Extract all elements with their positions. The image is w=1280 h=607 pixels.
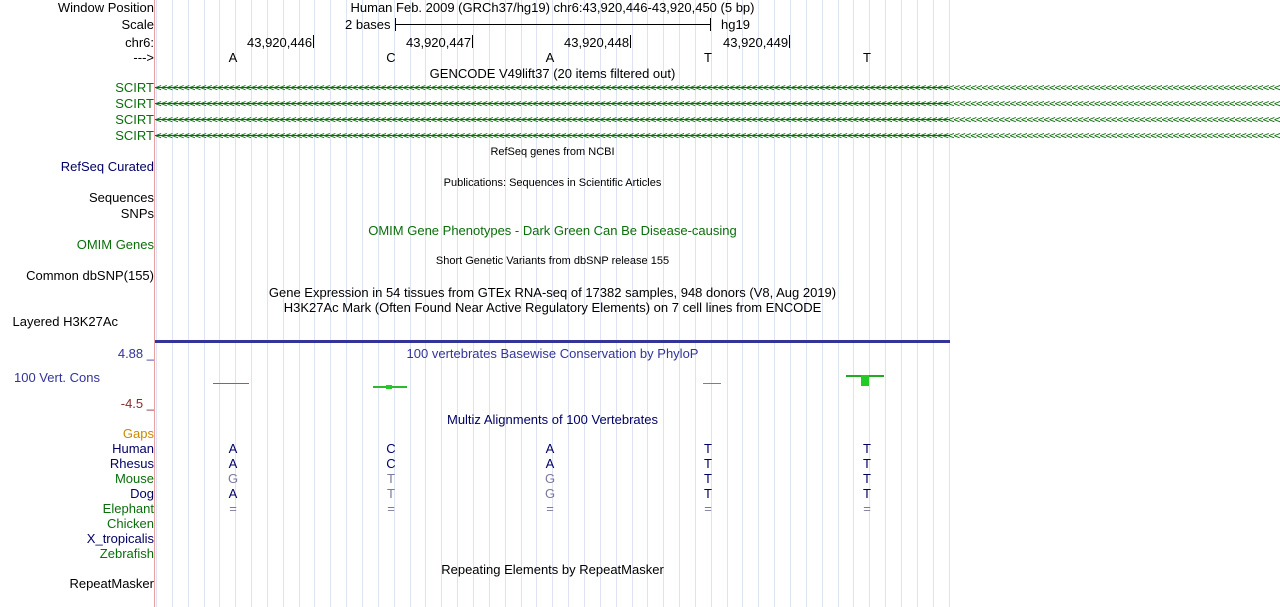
chrom-label: chr6: [125, 35, 154, 50]
dbsnp-track-title: Short Genetic Variants from dbSNP release 155 [435, 255, 670, 267]
alignment-base: = [863, 501, 871, 516]
window-position-value: Human Feb. 2009 (GRCh37/hg19) chr6:43,920,446-43,920,450 (5 bp) [350, 0, 755, 15]
alignment-base: A [228, 441, 238, 456]
position-tick-2 [472, 35, 473, 48]
species-label-chicken[interactable]: Chicken [107, 516, 154, 531]
ruler-base-3: A [545, 50, 555, 65]
alignment-base: A [228, 486, 238, 501]
species-label-dog[interactable]: Dog [130, 486, 154, 501]
ruler-base-1: A [228, 50, 238, 65]
alignment-base: T [863, 441, 871, 456]
ruler-base-2: C [386, 50, 396, 65]
track-label-snps[interactable]: SNPs [120, 206, 154, 221]
scale-bar-right-tick [710, 18, 711, 31]
scirt-arrows-4: <<<<<<<<<<<<<<<<<<<<<<<<<<<<<<<<<<<<<<<<<<<<<<<<<<<<<<<<<<<<<<<<<<<<<<<<<<<<<<<<<<<<<<<<<<<<<<<<<<<<<<<<<<<<<<<<<<<<<<<<<<<<<<<<<<<<<<<<<<<<<<<<<<<<<<<<<<<<<<<<<<<<<<<<<<<<<<<<<<<<<<<<<<<<<<<<<<<<<<<< [155, 129, 1280, 142]
ruler-base-4: T [704, 50, 712, 65]
h3k27ac-track-title: H3K27Ac Mark (Often Found Near Active Regulatory Elements) on 7 cell lines from ENCODE [283, 300, 822, 315]
alignment-base: T [387, 471, 395, 486]
conservation-track-title: 100 vertebrates Basewise Conservation by PhyloP [406, 346, 699, 361]
cons-bar-4 [703, 383, 721, 384]
scirt-arrows-1: <<<<<<<<<<<<<<<<<<<<<<<<<<<<<<<<<<<<<<<<<<<<<<<<<<<<<<<<<<<<<<<<<<<<<<<<<<<<<<<<<<<<<<<<<<<<<<<<<<<<<<<<<<<<<<<<<<<<<<<<<<<<<<<<<<<<<<<<<<<<<<<<<<<<<<<<<<<<<<<<<<<<<<<<<<<<<<<<<<<<<<<<<<<<<<<<<<<<<<<< [155, 81, 1280, 94]
alignment-base: T [863, 486, 871, 501]
track-label-column [0, 0, 154, 607]
alignment-base: T [704, 486, 712, 501]
gtex-track-title: Gene Expression in 54 tissues from GTEx RNA-seq of 17382 samples, 948 donors (V8, Aug 2019) [268, 285, 837, 300]
cons-bar-5-peak [861, 375, 869, 386]
conservation-top-line [155, 340, 950, 343]
omim-track-title: OMIM Gene Phenotypes - Dark Green Can Be Disease-causing [368, 223, 737, 238]
species-label-rhesus[interactable]: Rhesus [109, 456, 154, 471]
alignment-base: T [863, 471, 871, 486]
alignment-base: C [386, 441, 396, 456]
strand-label: ---> [133, 50, 154, 65]
alignment-base: G [227, 471, 239, 486]
track-label-omim[interactable]: OMIM Genes [76, 237, 154, 252]
species-label-zebrafish[interactable]: Zebrafish [99, 546, 154, 561]
alignment-base: T [704, 471, 712, 486]
track-label-dbsnp[interactable]: Common dbSNP(155) [26, 268, 154, 283]
scale-bar-left-tick [395, 18, 396, 31]
cons-max-value: 4.88 _ [117, 346, 154, 361]
scale-value: 2 bases [345, 17, 391, 32]
scale-assembly: hg19 [721, 17, 750, 32]
track-label-gaps[interactable]: Gaps [122, 426, 154, 441]
alignment-base: = [229, 501, 237, 516]
species-label-human[interactable]: Human [112, 441, 154, 456]
scale-label: Scale [121, 17, 154, 32]
alignment-base: T [704, 441, 712, 456]
alignment-base: = [704, 501, 712, 516]
track-label-scirt-2[interactable]: SCIRT [115, 96, 154, 111]
position-tick-1 [313, 35, 314, 48]
alignment-base: A [545, 456, 555, 471]
track-label-sequences[interactable]: Sequences [88, 190, 154, 205]
multiz-track-title: Multiz Alignments of 100 Vertebrates [446, 412, 658, 427]
alignment-base: C [386, 456, 396, 471]
alignment-base: A [228, 456, 238, 471]
track-label-repeatmasker[interactable]: RepeatMasker [69, 576, 154, 591]
alignment-base: G [544, 471, 556, 486]
publications-track-title: Publications: Sequences in Scientific Articles [443, 177, 662, 189]
gencode-track-title: GENCODE V49lift37 (20 items filtered out) [429, 66, 676, 81]
cons-min-value: -4.5 _ [120, 396, 154, 411]
position-label-2: 43,920,447 [406, 35, 472, 50]
repeatmasker-track-title: Repeating Elements by RepeatMasker [441, 562, 664, 577]
alignment-base: A [545, 441, 555, 456]
alignment-base: G [544, 486, 556, 501]
position-label-1: 43,920,446 [247, 35, 313, 50]
position-label-4: 43,920,449 [723, 35, 789, 50]
window-position-label: Window Position [57, 0, 154, 15]
cons-bar-2-peak [386, 385, 392, 389]
ruler-base-5: T [863, 50, 871, 65]
scirt-arrows-3: <<<<<<<<<<<<<<<<<<<<<<<<<<<<<<<<<<<<<<<<<<<<<<<<<<<<<<<<<<<<<<<<<<<<<<<<<<<<<<<<<<<<<<<<<<<<<<<<<<<<<<<<<<<<<<<<<<<<<<<<<<<<<<<<<<<<<<<<<<<<<<<<<<<<<<<<<<<<<<<<<<<<<<<<<<<<<<<<<<<<<<<<<<<<<<<<<<<<<<<< [155, 113, 1280, 126]
track-label-scirt-1[interactable]: SCIRT [115, 80, 154, 95]
scale-bar [395, 24, 711, 25]
alignment-base: = [387, 501, 395, 516]
track-label-conservation[interactable]: 100 Vert. Cons [14, 370, 100, 385]
cons-bar-1 [213, 383, 249, 384]
alignment-base: T [387, 486, 395, 501]
species-label-elephant[interactable]: Elephant [102, 501, 154, 516]
alignment-base: T [704, 456, 712, 471]
track-label-refseq[interactable]: RefSeq Curated [60, 159, 154, 174]
position-tick-4 [789, 35, 790, 48]
refseq-track-title: RefSeq genes from NCBI [490, 146, 615, 158]
scirt-arrows-2: <<<<<<<<<<<<<<<<<<<<<<<<<<<<<<<<<<<<<<<<<<<<<<<<<<<<<<<<<<<<<<<<<<<<<<<<<<<<<<<<<<<<<<<<<<<<<<<<<<<<<<<<<<<<<<<<<<<<<<<<<<<<<<<<<<<<<<<<<<<<<<<<<<<<<<<<<<<<<<<<<<<<<<<<<<<<<<<<<<<<<<<<<<<<<<<<<<<<<<<< [155, 97, 1280, 110]
species-label-x-tropicalis[interactable]: X_tropicalis [86, 531, 154, 546]
track-image-area[interactable] [155, 0, 1280, 607]
species-label-mouse[interactable]: Mouse [114, 471, 154, 486]
track-label-scirt-3[interactable]: SCIRT [115, 112, 154, 127]
track-label-h3k27ac[interactable]: Layered H3K27Ac [12, 314, 118, 329]
position-label-3: 43,920,448 [564, 35, 630, 50]
alignment-base: T [863, 456, 871, 471]
position-tick-3 [630, 35, 631, 48]
alignment-base: = [546, 501, 554, 516]
track-label-scirt-4[interactable]: SCIRT [115, 128, 154, 143]
